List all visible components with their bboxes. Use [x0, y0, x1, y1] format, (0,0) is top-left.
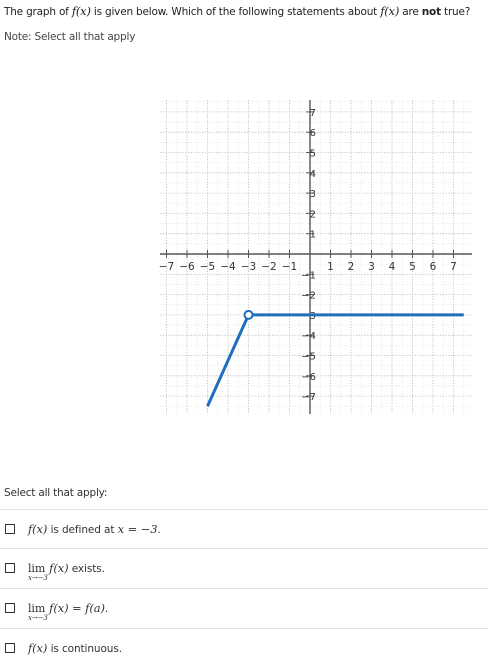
- limit-word: lim: [28, 602, 46, 615]
- limit-notation: [28, 562, 48, 582]
- option-continuous-text: [28, 641, 122, 655]
- limit-subscript: x→−3: [28, 574, 48, 582]
- x-tick-label: 6: [429, 261, 437, 273]
- question-fx2: f(x): [380, 4, 400, 18]
- x-tick-label: 4: [388, 261, 396, 273]
- option-limit-equals-eq: =: [68, 601, 86, 615]
- option-continuous-fx: f(x): [28, 641, 48, 655]
- option-continuous-tail: is continuous.: [47, 643, 122, 655]
- option-limit-exists-text: [28, 561, 105, 582]
- y-tick-label: 4: [309, 168, 316, 180]
- option-continuous-checkbox[interactable]: [5, 643, 15, 653]
- question-prefix: The graph of: [4, 6, 72, 18]
- option-limit-equals-text: [28, 601, 109, 622]
- option-limit-equals-fx: f(x): [49, 601, 69, 615]
- x-tick-label: −6: [179, 261, 195, 273]
- y-tick-label: 7: [309, 107, 316, 119]
- option-limit-exists-tail: exists.: [68, 563, 105, 575]
- select-all-label: Select all that apply:: [4, 487, 108, 499]
- option-defined-text1: is defined at: [47, 524, 118, 536]
- y-tick-label: −5: [301, 351, 316, 363]
- option-defined[interactable]: [0, 510, 488, 548]
- y-tick-label: −6: [301, 371, 316, 383]
- x-tick-label: 1: [327, 261, 334, 273]
- option-limit-exists-fx: f(x): [49, 561, 69, 575]
- note-text: Note: Select all that apply: [4, 31, 136, 43]
- x-tick-label: −4: [220, 261, 236, 273]
- x-tick-label: 2: [347, 261, 355, 273]
- x-tick-label: −2: [261, 261, 277, 273]
- option-defined-text: [28, 522, 161, 536]
- y-tick-label: 5: [309, 148, 316, 160]
- option-defined-eq: x = −3: [117, 522, 158, 536]
- graph-grid: [160, 100, 472, 414]
- x-tick-label: 5: [409, 261, 416, 273]
- question-middle: is given below. Which of the following statements about: [90, 6, 381, 18]
- option-defined-text2: .: [157, 524, 161, 536]
- option-defined-checkbox[interactable]: [5, 524, 15, 534]
- y-tick-label: −2: [301, 290, 316, 302]
- option-limit-equals-tail: .: [104, 603, 109, 615]
- option-continuous[interactable]: [0, 629, 488, 667]
- y-tick-label: −7: [301, 392, 316, 404]
- option-limit-equals[interactable]: [0, 589, 488, 627]
- option-limit-equals-fa: f(a): [85, 601, 105, 615]
- x-tick-label: −1: [281, 261, 298, 273]
- question-not: not: [421, 6, 441, 18]
- y-tick-label: 6: [309, 128, 316, 140]
- y-tick-label: 2: [309, 209, 316, 221]
- question-are: are: [399, 6, 422, 18]
- option-defined-fx: f(x): [28, 522, 48, 536]
- open-point: [245, 311, 253, 319]
- x-tick-label: −3: [240, 261, 257, 273]
- y-tick-label: 1: [309, 229, 316, 241]
- y-tick-label: 3: [309, 189, 316, 201]
- question-fx: f(x): [71, 4, 91, 18]
- limit-notation: [28, 602, 48, 622]
- question-suffix: true?: [440, 6, 471, 18]
- option-limit-exists-checkbox[interactable]: [5, 563, 15, 573]
- y-tick-label: −1: [301, 270, 316, 282]
- option-limit-equals-checkbox[interactable]: [5, 603, 15, 613]
- y-tick-label: −4: [301, 331, 316, 343]
- x-tick-label: 3: [368, 261, 375, 273]
- y-tick-label: −3: [301, 310, 316, 322]
- curve-segment: [208, 315, 249, 406]
- limit-subscript: x→−3: [28, 614, 48, 622]
- limit-word: lim: [28, 562, 46, 575]
- x-tick-label: −5: [199, 261, 216, 273]
- graph-axes: [160, 100, 472, 414]
- x-tick-label: 7: [450, 261, 457, 273]
- x-tick-label: −7: [158, 261, 175, 273]
- option-limit-exists[interactable]: [0, 549, 488, 587]
